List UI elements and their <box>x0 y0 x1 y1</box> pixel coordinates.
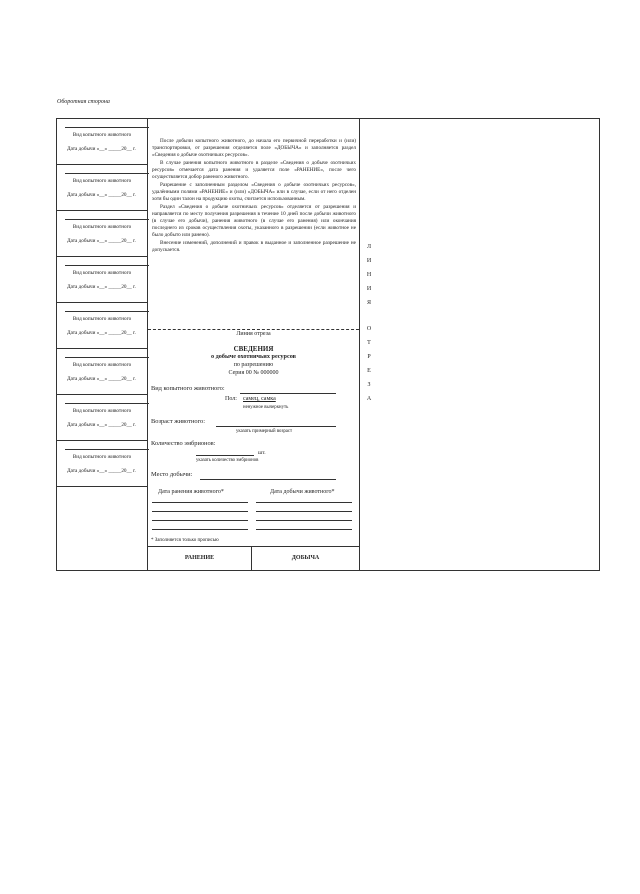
side-letter: О <box>366 326 372 332</box>
embryos-hint: указать количество эмбрионов <box>196 458 259 463</box>
page-side-caption: Оборотная сторона <box>57 99 110 105</box>
tabs-top-rule <box>148 546 359 547</box>
frame-bottom <box>56 570 600 571</box>
kill-date-line[interactable] <box>256 502 352 503</box>
side-letter: Е <box>367 368 371 374</box>
side-letter: И <box>366 258 372 264</box>
stub-kind-label: Вид копытного животного <box>72 224 132 230</box>
stub-date-label: Дата добычи «__» _____20__ г. <box>67 468 136 474</box>
stub-kind-label: Вид копытного животного <box>72 362 132 368</box>
age-hint: указать примерный возраст <box>236 429 293 434</box>
frame-divider-stubs <box>147 118 148 570</box>
wound-date-line[interactable] <box>152 520 248 521</box>
stub-date-label: Дата добычи «__» _____20__ г. <box>67 422 136 428</box>
instructions-block <box>152 138 356 255</box>
report-title: СВЕДЕНИЯ <box>233 345 274 353</box>
species-label: Вид копытного животного: <box>151 385 225 392</box>
instruction-paragraph: Внесение изменений, дополнений и правок в выданное и заполненное разрешение не допускается. <box>152 240 356 253</box>
stub-date-label: Дата добычи «__» _____20__ г. <box>67 284 136 290</box>
report-series: Серия 00 № 000000 <box>228 370 279 376</box>
stub-date-label: Дата добычи «__» _____20__ г. <box>67 192 136 198</box>
embryos-field-line[interactable] <box>196 455 254 456</box>
side-letter: И <box>366 286 372 292</box>
col-kill-date-header: Дата добычи животного* <box>270 489 335 495</box>
stub-date-label: Дата добычи «__» _____20__ г. <box>67 330 136 336</box>
stubs-column <box>57 119 147 507</box>
place-label: Место добычи: <box>151 471 193 478</box>
stub <box>57 211 147 257</box>
stub <box>57 119 147 165</box>
stub <box>57 257 147 303</box>
wound-date-line[interactable] <box>152 529 248 530</box>
stub-date-label: Дата добычи «__» _____20__ г. <box>67 376 136 382</box>
instruction-paragraph: После добычи копытного животного, до начала его первичной переработки и (или) транспортировки, от разрешения отделяется поле «ДОБЫЧА» и заполняется раздел «Сведения о добыче охотничьих ресурсов». <box>152 138 356 158</box>
cut-line-rule <box>148 329 359 330</box>
side-letter: А <box>366 396 372 402</box>
kill-date-line[interactable] <box>256 511 352 512</box>
side-letter: Р <box>367 354 371 360</box>
stub <box>57 303 147 349</box>
stub-kind-label: Вид копытного животного <box>72 178 132 184</box>
tab-wound[interactable]: РАНЕНИЕ <box>184 555 215 561</box>
stub <box>57 395 147 441</box>
stub-date-label: Дата добычи «__» _____20__ г. <box>67 146 136 152</box>
instruction-paragraph: Раздел «Сведения о добыче охотничьих ресурсов» отделяется от разрешения и направляется по месту получения разрешения в течение 10 дней после добычи животного (в случае его добычи), ранения животного (в случае его ранения) или окончания последнего из сроков осуществления охоты, указанного в разрешении (если животное не было добыто или ранено). <box>152 204 356 238</box>
wound-date-line[interactable] <box>152 502 248 503</box>
sex-label: Пол: <box>225 396 237 402</box>
side-letter: Л <box>366 244 372 250</box>
stub-kind-label: Вид копытного животного <box>72 132 132 138</box>
stub-kind-label: Вид копытного животного <box>72 454 132 460</box>
stub-kind-label: Вид копытного животного <box>72 270 132 276</box>
frame-divider-side <box>359 118 360 570</box>
sex-hint: ненужное вычеркнуть <box>243 405 289 410</box>
stub-kind-label: Вид копытного животного <box>72 408 132 414</box>
sex-value[interactable]: самец, самка <box>243 396 276 402</box>
kill-date-line[interactable] <box>256 520 352 521</box>
age-field-line[interactable] <box>216 426 336 427</box>
embryos-unit: шт. <box>258 450 266 456</box>
frame-right <box>599 118 600 570</box>
side-letter: З <box>367 382 371 388</box>
place-field-line[interactable] <box>200 479 336 480</box>
instruction-paragraph: Разрешение с заполненным разделом «Сведения о добыче охотничьих ресурсов», удалёнными полями «РАНЕНИЕ» и (или) «ДОБЫЧА» или в случае, если от него отделен хотя бы один талон на продукцию охоты, считается использованным. <box>152 182 356 202</box>
col-wound-date-header: Дата ранения животного* <box>158 489 224 495</box>
instruction-paragraph: В случае ранения копытного животного в разделе «Сведения о добыче охотничьих ресурсов» отмечается дата ранения и удаляется поле «РАНЕНИЕ», после чего осуществляется добор раненого животного. <box>152 160 356 180</box>
cut-line-label: Линия отреза <box>236 331 271 337</box>
report-subtitle: о добыче охотничьих ресурсов <box>210 353 296 360</box>
tab-kill[interactable]: ДОБЫЧА <box>291 555 320 561</box>
age-label: Возраст животного: <box>151 418 206 425</box>
stub <box>57 165 147 211</box>
embryos-label: Количество эмбрионов: <box>151 440 216 447</box>
stub <box>57 349 147 395</box>
wound-date-line[interactable] <box>152 511 248 512</box>
kill-date-line[interactable] <box>256 529 352 530</box>
report-footnote: * Заполняется только прописью <box>151 538 219 543</box>
stub-date-label: Дата добычи «__» _____20__ г. <box>67 238 136 244</box>
side-letter: Т <box>367 340 371 346</box>
side-letter: Н <box>366 272 372 278</box>
species-field-line[interactable] <box>240 393 336 394</box>
report-subtitle-2: по разрешению <box>233 362 274 368</box>
stub-kind-label: Вид копытного животного <box>72 316 132 322</box>
stub <box>57 441 147 487</box>
side-letter: Я <box>366 300 371 306</box>
